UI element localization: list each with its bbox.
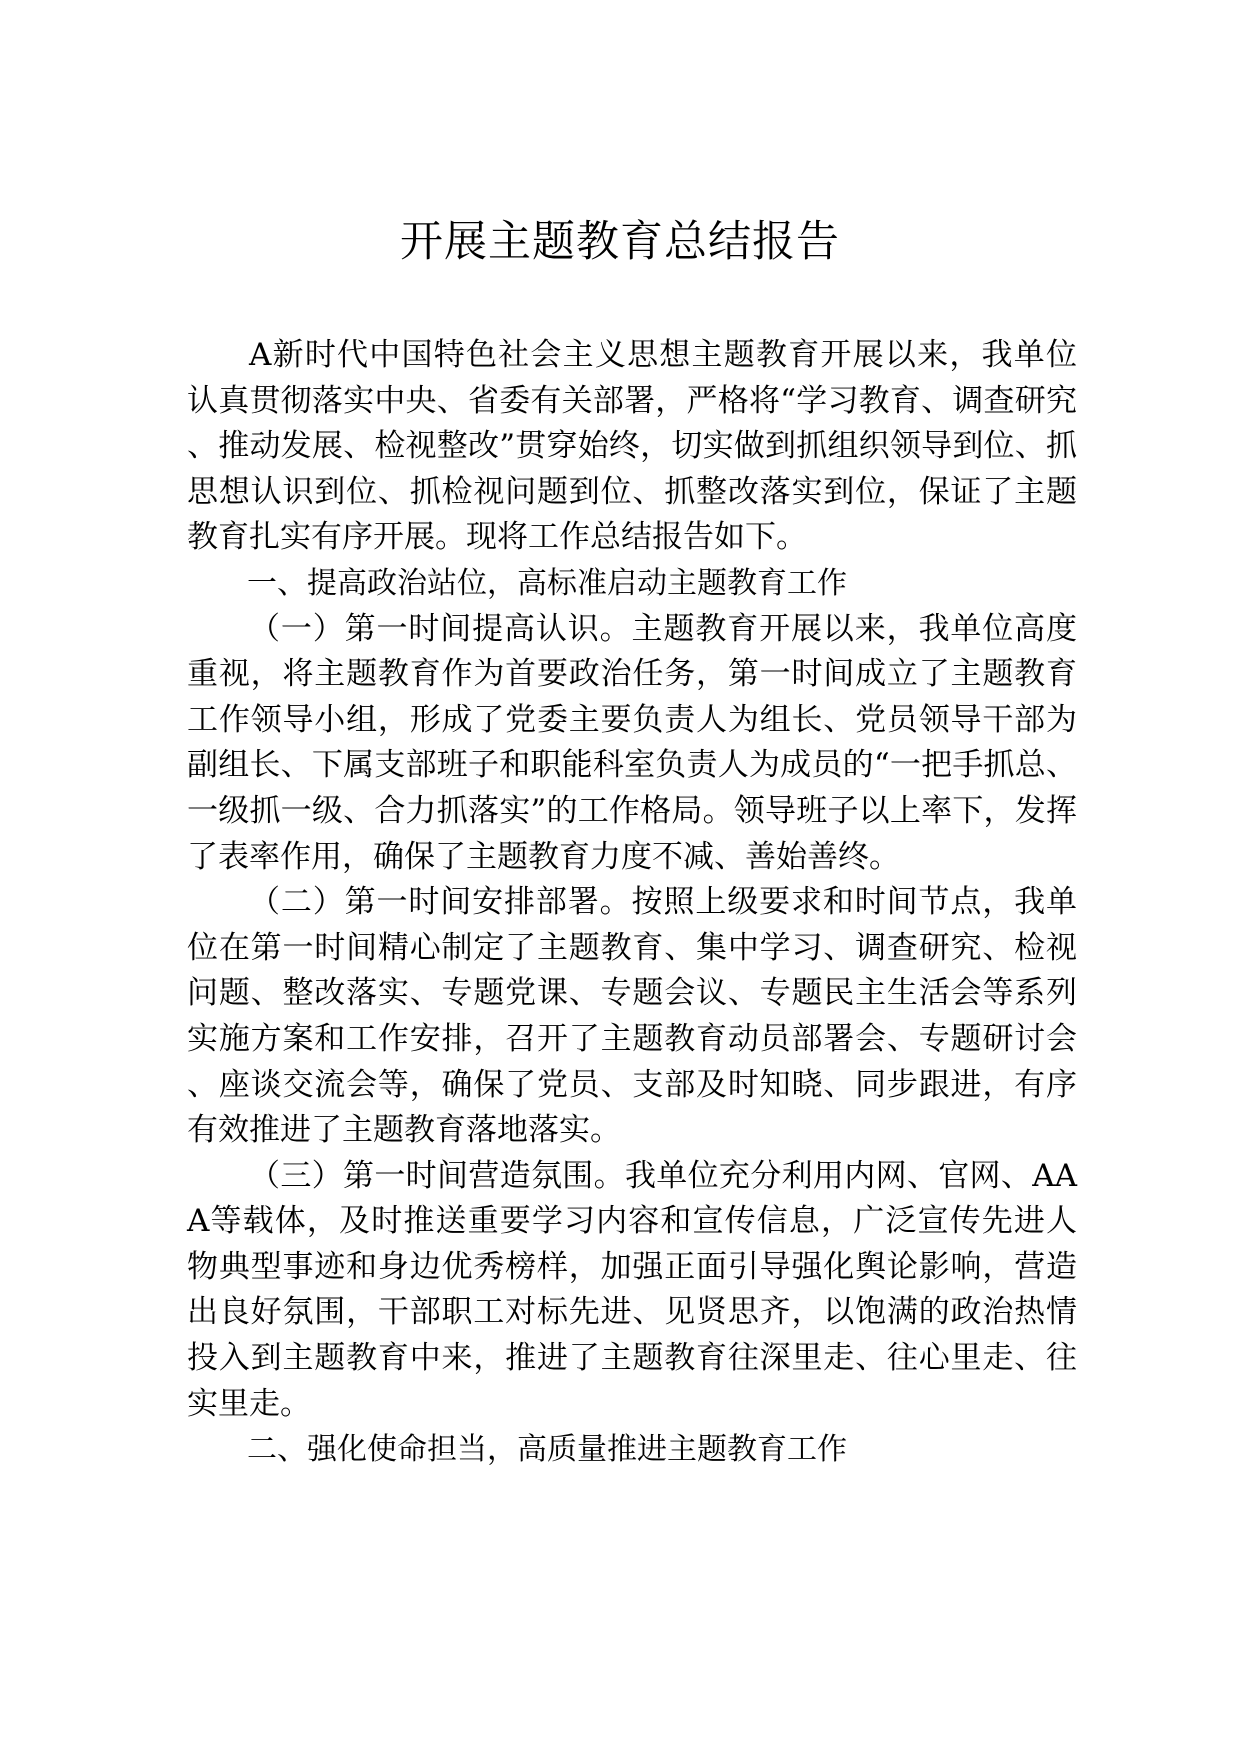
paragraph-1-1: （一）第一时间提高认识。主题教育开展以来，我单位高度重视，将主题教育作为首要政治任务，第一时间成立了主题教育工作领导小组，形成了党委主要负责人为组长、党员领导干部为副组长、下属支部班子和职能科室负责人为成员的“一把手抓总、一级抓一级、合力抓落实”的工作格局。领导班子以上率下，发挥了表率作用，确保了主题教育力度不减、善始善终。	[187, 610, 1077, 875]
paragraph-1-2: （二）第一时间安排部署。按照上级要求和时间节点，我单位在第一时间精心制定了主题教育、集中学习、调查研究、检视问题、整改落实、专题党课、专题会议、专题民主生活会等系列实施方案和工作安排，召开了主题教育动员部署会、专题研讨会、座谈交流会等，确保了党员、支部及时知晓、同步跟进，有序有效推进了主题教育落地落实。	[187, 884, 1077, 1149]
paragraph-1-3: （三）第一时间营造氛围。我单位充分利用内网、官网、AAA等载体，及时推送重要学习内容和宣传信息，广泛宣传先进人物典型事迹和身边优秀榜样，加强正面引导强化舆论影响，营造出良好氛围，干部职工对标先进、见贤思齐，以饱满的政治热情投入到主题教育中来，推进了主题教育往深里走、往心里走、往实里走。	[187, 1157, 1077, 1422]
document-body	[187, 333, 1077, 1473]
section-heading-2: 二、强化使命担当，高质量推进主题教育工作	[247, 1432, 847, 1468]
section-heading-1: 一、提高政治站位，高标准启动主题教育工作	[247, 565, 847, 601]
document-title: 开展主题教育总结报告	[400, 217, 840, 267]
intro-paragraph: A新时代中国特色社会主义思想主题教育开展以来，我单位认真贯彻落实中央、省委有关部署，严格将“学习教育、调查研究、推动发展、检视整改”贯穿始终，切实做到抓组织领导到位、抓思想认识到位、抓检视问题到位、抓整改落实到位，保证了主题教育扎实有序开展。现将工作总结报告如下。	[187, 337, 1077, 556]
